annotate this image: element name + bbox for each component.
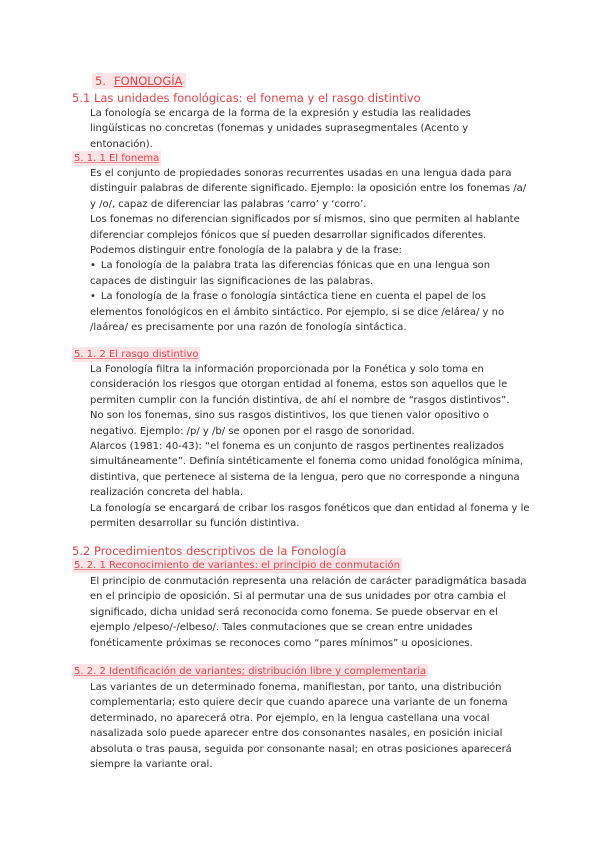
- paragraph: La fonología se encarga de la forma de la expresión y estudia las realidades lingüísticas no concretas (fonemas y unidades suprasegmentales (Acento y entonación).: [90, 108, 471, 150]
- bullet-item: • La fonología de la palabra trata las diferencias fónicas que en una lengua son capaces de distinguir las significaciones de las palabras.: [90, 258, 530, 289]
- paragraph: Los fonemas no diferencian significados por sí mismos, sino que permiten al hablante diferenciar complejos fónicos que sí pueden desarrollar significados diferentes.: [90, 214, 520, 241]
- subsection-heading-5-1-1: 5. 1. 1 El fonema: [74, 153, 160, 164]
- paragraph: Podemos distinguir entre fonología de la palabra y de la frase:: [90, 245, 402, 257]
- paragraph: La fonología se encargará de cribar los rasgos fonéticos que dan entidad al fonema y le permiten desarrollar su función distintiva.: [90, 502, 530, 530]
- bullet-item: • La fonología de la frase o fonología sintáctica tiene en cuenta el papel de los elementos fonológicos en el ámbito sintáctico. Por ejemplo, si se dice /elárea/ y no /laárea/ es precisamente por una razón de fonología sintáctica.: [90, 289, 530, 335]
- paragraph: No son los fonemas, sino sus rasgos distintivos, los que tienen valor opositivo o negativo. Ejemplo: /p/ y /b/ se oponen por el rasgo de sonoridad.: [90, 410, 490, 437]
- chapter-title: [92, 73, 186, 89]
- paragraph: La Fonología filtra la información proporcionada por la Fonética y solo toma en consideración los riesgos que otorgan entidad al fonema, estos son aquellos que le permiten cumplir con la función distintiva, de ahí el nombre de “rasgos distintivos”.: [90, 364, 510, 406]
- subsection-5-2-1-body: [90, 574, 530, 651]
- subsection-5-1-1-body: [90, 166, 530, 335]
- chapter-heading: FONOLOGÍA: [113, 74, 183, 88]
- section-5-1-intro: [90, 106, 530, 152]
- subsection-heading-5-1-2: 5. 1. 2 El rasgo distintivo: [74, 349, 199, 360]
- subsection-5-2-2-body: [90, 680, 530, 772]
- paragraph: Es el conjunto de propiedades sonoras recurrentes usadas en una lengua dada para distinguir palabras de diferente significado. Ejemplo: la oposición entre los fonemas /a/ y /o/, capaz de diferenciar las palabras ‘carro’ y ‘corro’.: [90, 168, 527, 210]
- paragraph: Las variantes de un determinado fonema, manifiestan, por tanto, una distribución complementaria; esto quiere decir que cuando aparece una variante de un fonema determinado, no aparecerá otra. Por ejemplo, en la lengua castellana una vocal nasalizada solo puede aparecer entre dos consonantes nasales, en posición inicial absoluta o tras pausa, seguida por consonante nasal; en otras posiciones aparecerá siempre la variante oral.: [90, 682, 512, 771]
- chapter-number: 5.: [95, 74, 106, 88]
- section-heading-5-1: 5.1 Las unidades fonológicas: el fonema y el rasgo distintivo: [72, 91, 421, 105]
- subsection-5-1-2-body: [90, 362, 530, 531]
- subsection-heading-5-2-2: 5. 2. 2 Identificación de variantes; distribución libre y complementaria: [74, 666, 427, 677]
- section-heading-5-2: 5.2 Procedimientos descriptivos de la Fonología: [72, 544, 347, 558]
- paragraph: El principio de conmutación representa una relación de carácter paradigmática basada en el principio de oposición. Si al permutar una de sus unidades por otra cambia el significado, dicha unidad será reconocida como fonema. Se puede observar en el ejemplo /elpeso/-/elbeso/. Tales conmutaciones que se crean entre unidades fonéticamente próximas se reconoces como “pares mínimos” u oposiciones.: [90, 576, 527, 649]
- subsection-heading-5-2-1: 5. 2. 1 Reconocimiento de variantes: el principio de conmutación: [74, 560, 400, 571]
- paragraph: Alarcos (1981: 40-43): “el fonema es un conjunto de rasgos pertinentes realizados simultáneamente”. Definía sintéticamente el fonema como unidad fonológica mínima, distintiva, que pertenece al sistema de la lengua, pero que no corresponde a ninguna realización concreta del habla.: [90, 441, 524, 499]
